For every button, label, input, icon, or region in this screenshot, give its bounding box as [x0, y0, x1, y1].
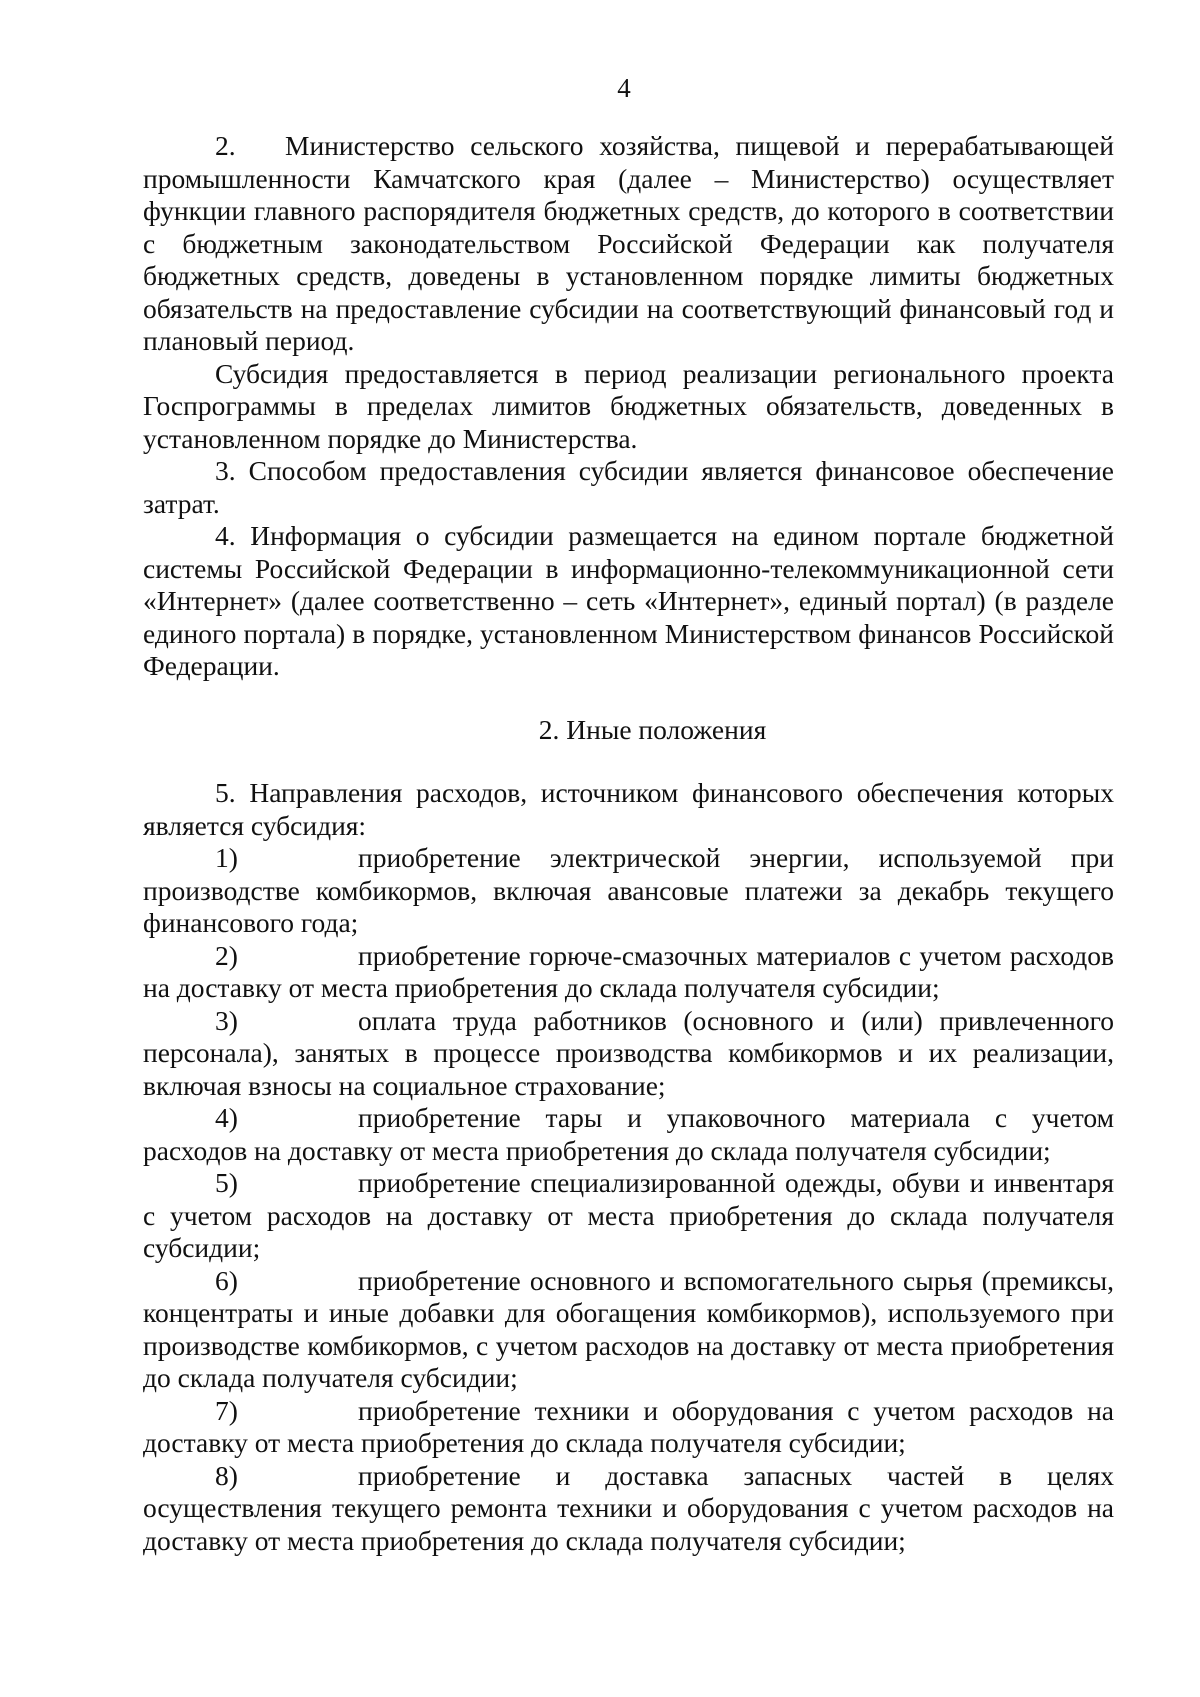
list-item-text: приобретение основного и вспомогательного сырья (премиксы, концентраты и иные добавки для обогащения комбикормов), используемого при производстве комбикормов, с учетом расходов на доставку от места приобретения до склада получателя субсидии; [143, 1264, 1114, 1393]
list-item [143, 1102, 1114, 1167]
list-item [143, 1395, 1114, 1460]
paragraph-4: 4. Информация о субсидии размещается на едином портале бюджетной системы Российской Федерации в информационно-телекоммуникационной сети «Интернет» (далее соответственно – сеть «Интернет», единый портал) (в разделе единого портала) в порядке, установленном Министерством финансов Российской Федерации. [143, 520, 1114, 681]
list-item [143, 1460, 1114, 1558]
list-item-text: приобретение и доставка запасных частей в целях осуществления текущего ремонта техники и оборудования с учетом расходов на доставку от места приобретения до склада получателя субсидии; [143, 1459, 1114, 1556]
paragraph-number: 2. [215, 130, 236, 161]
list-item-number: 7) [215, 1394, 238, 1426]
list-item-number: 8) [215, 1459, 238, 1491]
list-item [143, 1005, 1114, 1103]
list-item [143, 940, 1114, 1005]
list-item-number: 5) [215, 1167, 238, 1198]
list-item-text: оплата труда работников (основного и (или) привлеченного персонала), занятых в процессе производства комбикормов и их реализации, включая взносы на социальное страхование; [143, 1004, 1114, 1101]
list-item-number: 1) [215, 842, 238, 873]
list-item-number: 6) [215, 1264, 238, 1296]
list-item-text: приобретение горюче-смазочных материалов с учетом расходов на доставку от места приобретения до склада получателя субсидии; [143, 939, 1114, 1003]
paragraph-text: Министерство сельского хозяйства, пищевой и перерабатывающей промышленности Камчатского края (далее – Министерство) осуществляет функции главного распорядителя бюджетных средств, до которого в соответствии с бюджетным законодательством Российской Федерации как получателя бюджетных средств, доведены в установленном порядке лимиты бюджетных обязательств на предоставление субсидии на соответствующий финансовый год и плановый период. [143, 130, 1114, 356]
section-heading: 2. Иные положения [538, 713, 767, 745]
list-item [143, 1167, 1114, 1265]
document-body [143, 130, 1114, 1557]
list-item-number: 4) [215, 1102, 238, 1133]
paragraph-2 [143, 130, 1114, 358]
list-item [143, 842, 1114, 940]
list-item-text: приобретение электрической энергии, используемой при производстве комбикормов, включая авансовые платежи за декабрь текущего финансового года; [143, 842, 1114, 938]
list-item-text: приобретение техники и оборудования с учетом расходов на доставку от места приобретения до склада получателя субсидии; [143, 1394, 1114, 1458]
paragraph-5: 5. Направления расходов, источником финансового обеспечения которых является субсидия: [143, 777, 1114, 841]
list-item-text: приобретение специализированной одежды, обуви и инвентаря с учетом расходов на доставку от места приобретения до склада получателя субсидии; [143, 1167, 1114, 1263]
list-item-text: приобретение тары и упаковочного материала с учетом расходов на доставку от места приобретения до склада получателя субсидии; [143, 1102, 1114, 1166]
list-item-number: 3) [215, 1004, 238, 1036]
paragraph-3: 3. Способом предоставления субсидии является финансовое обеспечение затрат. [143, 455, 1114, 519]
list-item [143, 1265, 1114, 1395]
list-item-number: 2) [215, 939, 238, 971]
paragraph-subsidy-period: Субсидия предоставляется в период реализации регионального проекта Госпрограммы в пределах лимитов бюджетных обязательств, доведенных в установленном порядке до Министерства. [143, 357, 1114, 454]
page-number: 4 [617, 73, 631, 103]
